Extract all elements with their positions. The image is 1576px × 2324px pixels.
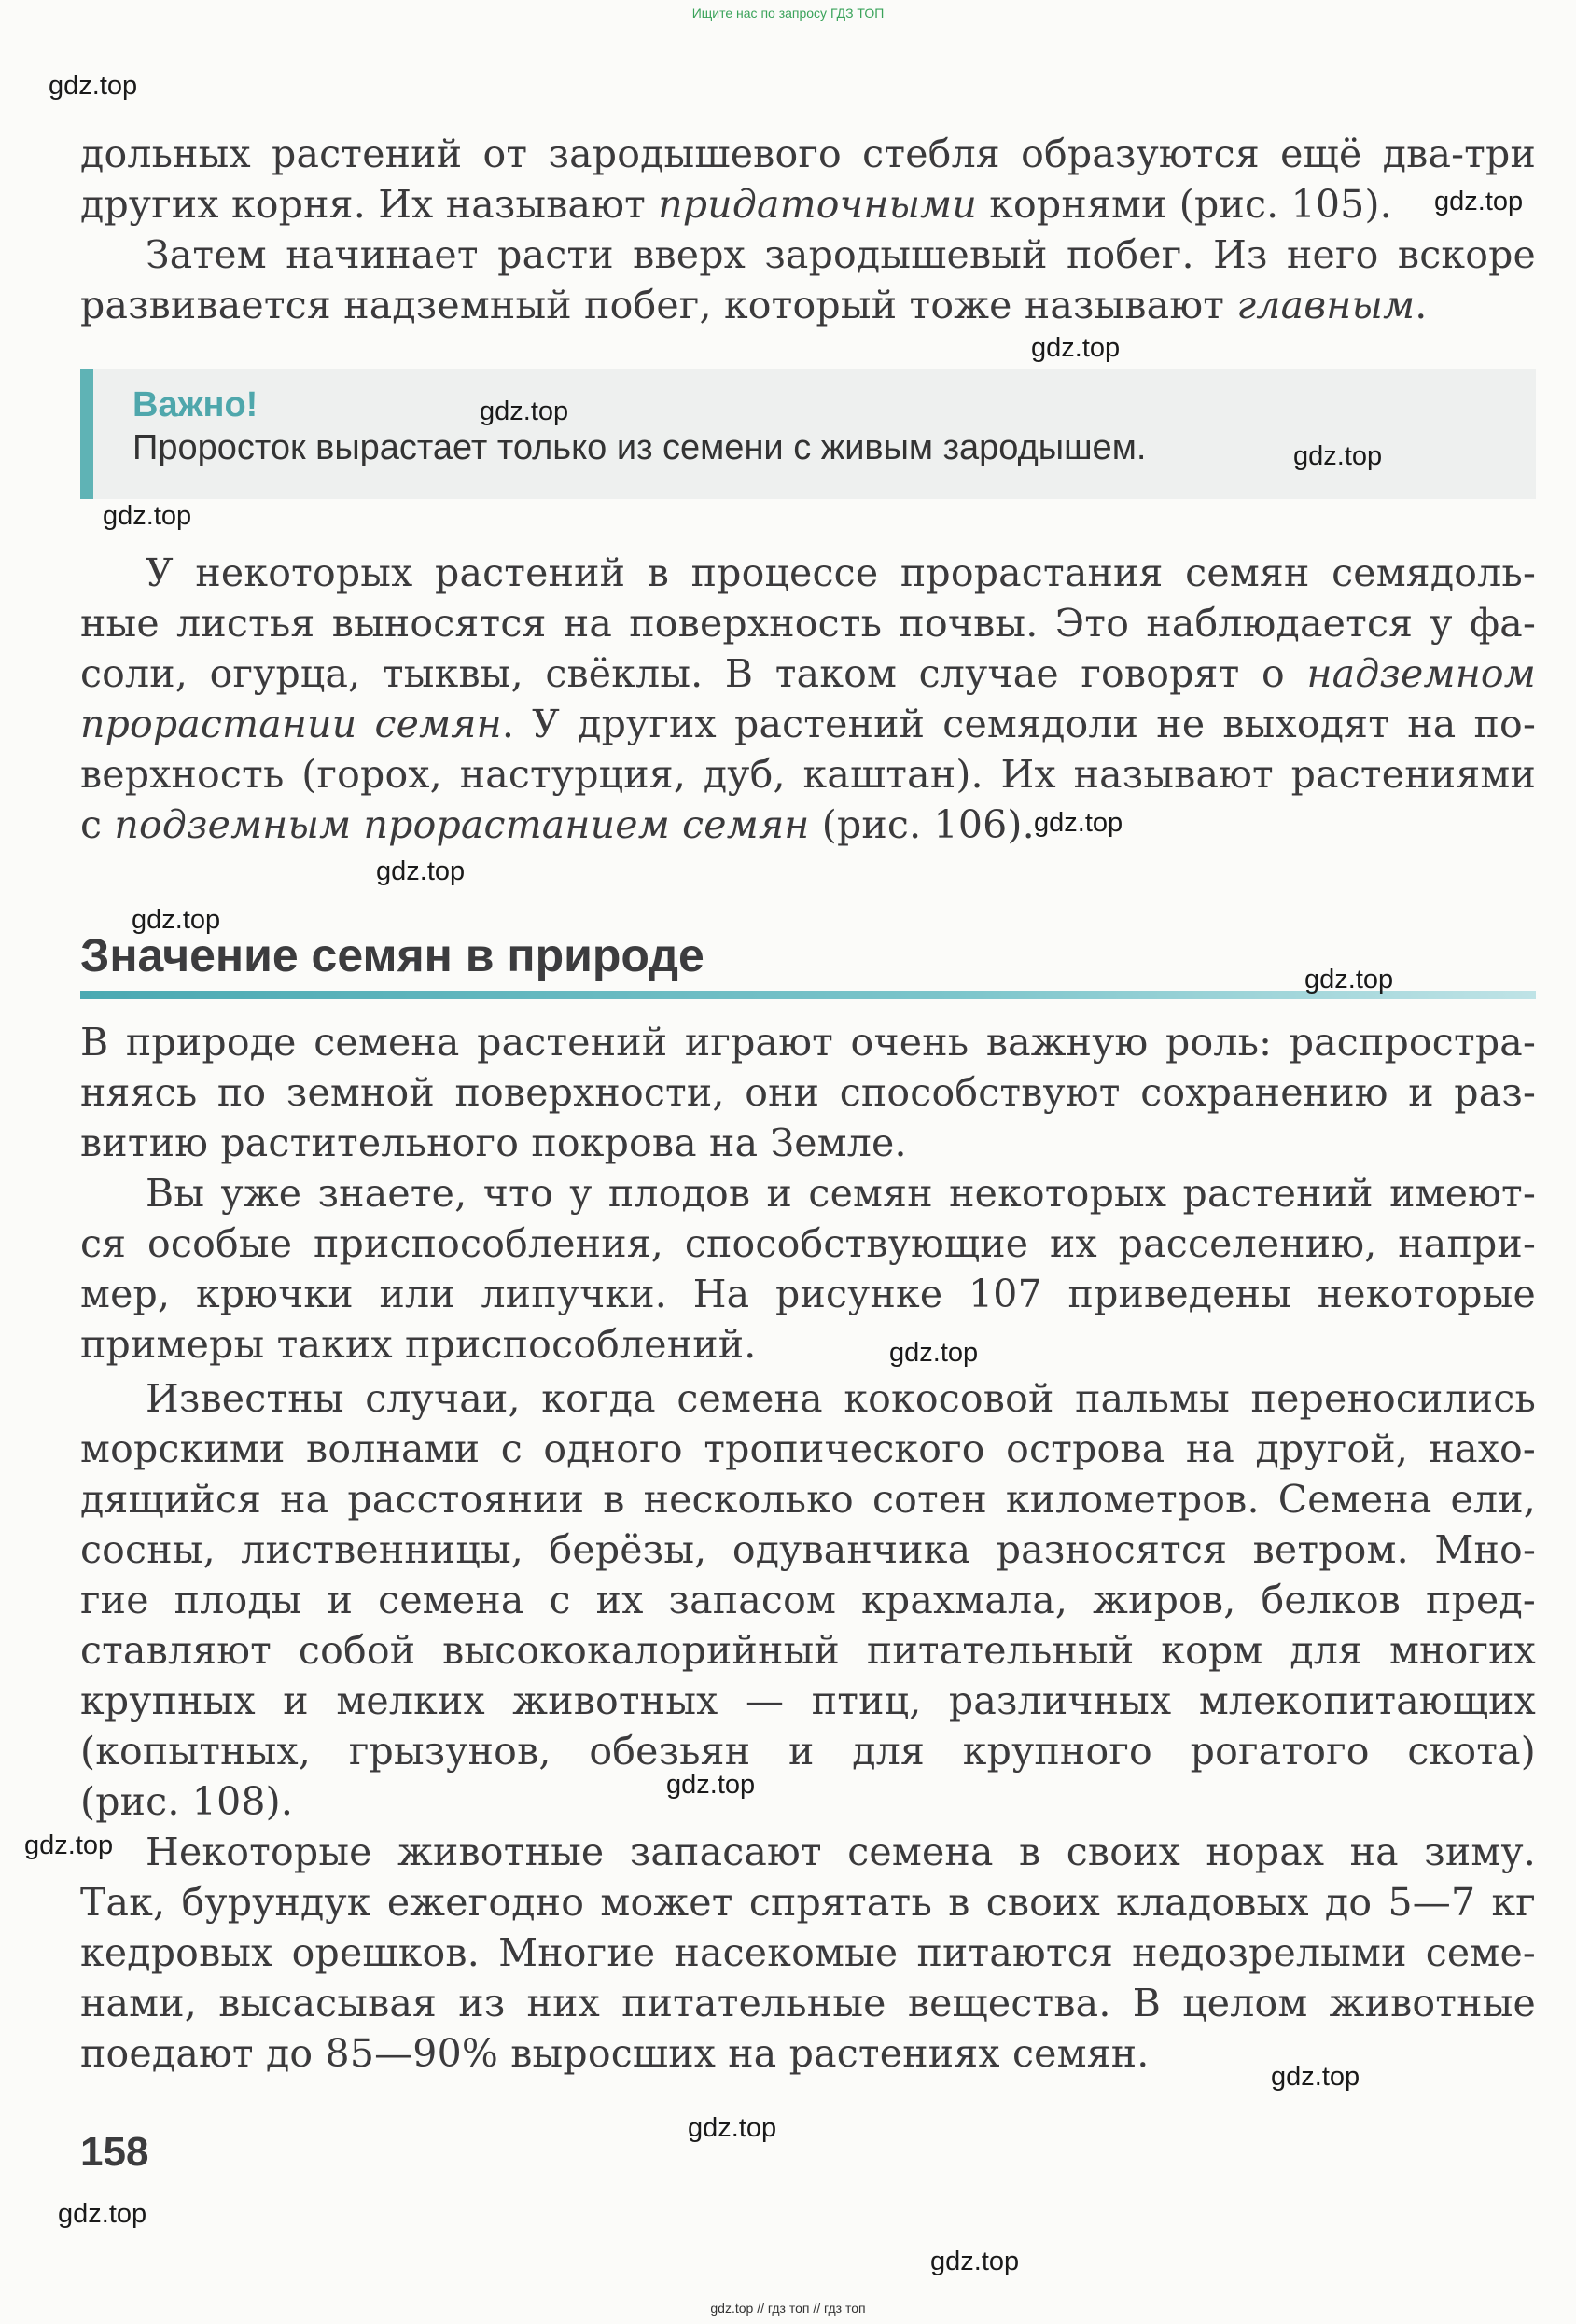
watermark: gdz.top [1034,808,1123,838]
watermark: gdz.top [889,1338,979,1368]
text-line: примеры таких приспособлений. [80,1322,757,1367]
paragraph-embryo-shoot [80,230,1536,330]
text-line: дящийся на расстоянии в несколько сотен километров. Семена ели, [80,1477,1536,1522]
text-line: поедают до 85—90% выросших на растениях семян. [80,2031,1150,2076]
paragraph-adventitious-roots [80,129,1536,230]
page-number: 158 [80,2129,149,2175]
watermark: gdz.top [1271,2062,1360,2092]
text-line: У некоторых растений в процессе прорастания семян семядоль- [146,550,1536,595]
paragraph-dispersal-adaptations [80,1168,1536,1370]
text-line: сосны, лиственницы, берёзы, одуванчика разносятся ветром. Мно- [80,1527,1536,1572]
text-line: Так, бурундук ежегодно может спрятать в своих кладовых до 5—7 кг [80,1880,1536,1925]
watermark: gdz.top [688,2113,777,2143]
watermark: gdz.top [49,71,138,101]
text-line: других корня. Их называют придаточными корнями (рис. 105). [80,182,1392,227]
watermark: gdz.top [103,501,192,531]
watermark: gdz.top [376,856,466,886]
text-line: развивается надземный побег, который тоже называют главным. [80,283,1428,327]
watermark: gdz.top [1434,187,1524,216]
text-line: (копытных, грызунов, обезьян и для крупного рогатого скота) [80,1729,1536,1774]
paragraph-dispersal-examples [80,1373,1536,1827]
watermark: gdz.top [666,1770,756,1800]
watermark: gdz.top [480,397,569,426]
text-line: няясь по земной поверхности, они способствуют сохранению и раз- [80,1070,1536,1115]
text-line: с подземным прорастанием семян (рис. 106). [80,802,1035,847]
text-line: прорастании семян. У других растений семядоли не выходят на по- [80,702,1536,746]
important-callout [80,369,1536,499]
text-line: нами, высасывая из них питательные вещества. В целом животные [80,1981,1536,2025]
top-banner: Ищите нас по запросу ГДЗ ТОП [691,6,885,21]
paragraph-animals-store-seeds [80,1827,1536,2079]
text-line: мер, крючки или липучки. На рисунке 107 приведены некоторые [80,1272,1536,1316]
callout-title: Важно! [132,385,258,424]
watermark: gdz.top [1031,333,1121,363]
text-line: соли, огурца, тыквы, свёклы. В таком случае говорят о надземном [80,651,1536,696]
paragraph-seed-role [80,1017,1536,1168]
text-line: крупных и мелких животных — птиц, различных млекопитающих [80,1678,1536,1723]
watermark: gdz.top [1304,965,1394,995]
watermark: gdz.top [930,2247,1020,2276]
footer-text: gdz.top // гдз топ // гдз топ [710,2301,866,2316]
text-line: Затем начинает расти вверх зародышевый побег. Из него вскоре [146,232,1536,277]
text-line: В природе семена растений играют очень важную роль: распростра- [80,1020,1536,1065]
text-line: витию растительного покрова на Земле. [80,1120,907,1165]
watermark: gdz.top [132,905,221,935]
text-line: морскими волнами с одного тропического острова на другой, нахо- [80,1426,1536,1471]
text-line: ные листья выносятся на поверхность почвы. Это наблюдается у фа- [80,601,1536,646]
text-line: ся особые приспособления, способствующие их расселению, напри- [80,1221,1536,1266]
watermark: gdz.top [24,1830,114,1860]
text-line: гие плоды и семена с их запасом крахмала, жиров, белков пред- [80,1578,1536,1622]
text-line: Вы уже знаете, что у плодов и семян некоторых растений имеют- [146,1171,1536,1216]
watermark: gdz.top [58,2199,147,2229]
text-line: ставляют собой высококалорийный питательный корм для многих [80,1628,1536,1673]
text-line: Известны случаи, когда семена кокосовой пальмы переносились [146,1376,1536,1421]
text-line: Некоторые животные запасают семена в своих норах на зиму. [146,1830,1536,1874]
section-heading: Значение семян в природе [80,929,704,981]
text-line: кедровых орешков. Многие насекомые питаются недозрелыми семе- [80,1930,1536,1975]
callout-text: Проросток вырастает только из семени с живым зародышем. [132,428,1147,467]
text-line: дольных растений от зародышевого стебля образуются ещё два-три [80,132,1536,176]
paragraph-germination-types [80,548,1536,850]
watermark: gdz.top [1293,441,1383,471]
text-line: верхность (горох, настурция, дуб, каштан). Их называют растениями [80,752,1536,797]
text-line: (рис. 108). [80,1779,294,1824]
